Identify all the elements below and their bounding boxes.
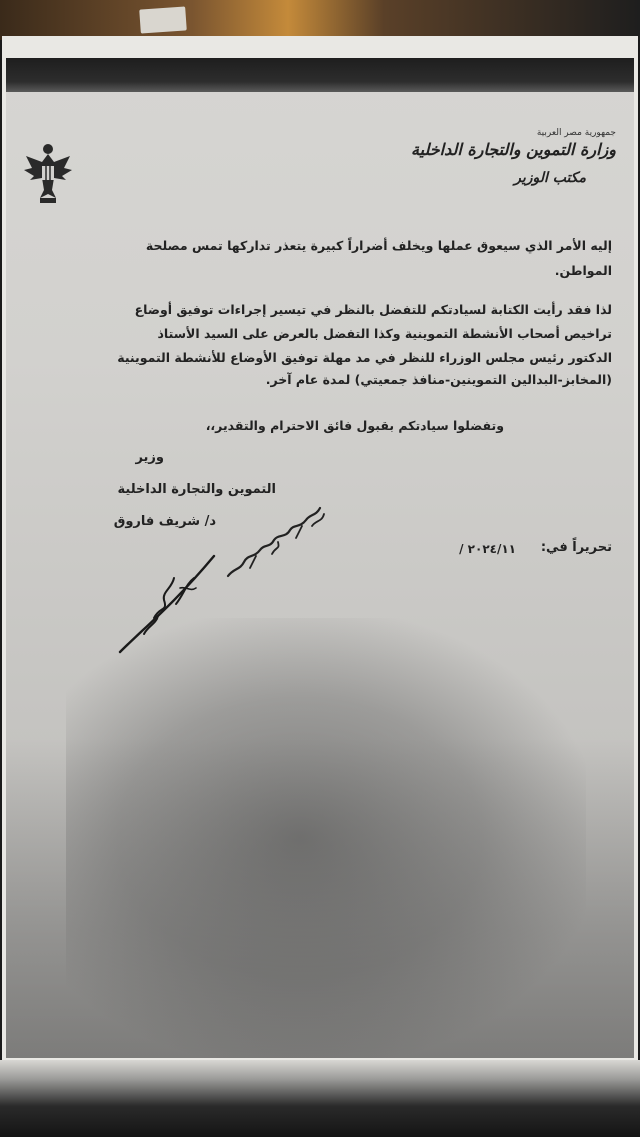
ministry-name: وزارة التموين والتجارة الداخلية [411, 140, 616, 159]
date-value: / ٢٠٢٤/١١ [459, 542, 516, 556]
signatory-title: وزير [135, 450, 164, 465]
body-line-2: المواطن. [554, 263, 612, 278]
letter-page [6, 58, 634, 1058]
signatory-name: د/ شريف فاروق [113, 514, 216, 529]
desk-background [0, 0, 640, 40]
body-line-6: (المخابز-البدالين التموينين-منافذ جمعيتي) لمدة عام آخر. [265, 372, 612, 387]
country-name: جمهورية مصر العربية [536, 128, 616, 138]
signatory-department: التموين والتجارة الداخلية [117, 482, 276, 497]
ministry-letterhead [411, 128, 616, 218]
office-name: مكتب الوزير [514, 170, 586, 186]
handwritten-note-icon [220, 498, 340, 588]
date-label: تحريراً في: [540, 540, 612, 555]
photocopy-dark-band [6, 58, 634, 92]
body-line-5: الدكتور رئيس مجلس الوزراء للنظر في مد مهلة توفيق الأوضاع للأنشطة التموينية [117, 350, 612, 365]
body-line-4: تراخيص أصحاب الأنشطة التموينية وكذا التفضل بالعرض على السيد الأستاذ [157, 326, 612, 341]
paper-scrap [139, 6, 187, 33]
handwritten-signature-icon [114, 548, 234, 658]
body-line-1: إليه الأمر الذي سيعوق عملها ويخلف أضراراً كبيرة يتعذر تداركها تمس مصلحة [145, 238, 612, 253]
body-line-3: لذا فقد رأيت الكتابة لسيادتكم للتفضل بالنظر في تيسير إجراءات توفيق أوضاع [134, 302, 612, 317]
eagle-emblem-icon [22, 140, 74, 206]
closing-line: وتفضلوا سيادتكم بقبول فائق الاحترام والتقدير،، [205, 418, 504, 433]
lower-shadow [6, 738, 634, 1058]
desk-bottom [0, 1060, 640, 1137]
